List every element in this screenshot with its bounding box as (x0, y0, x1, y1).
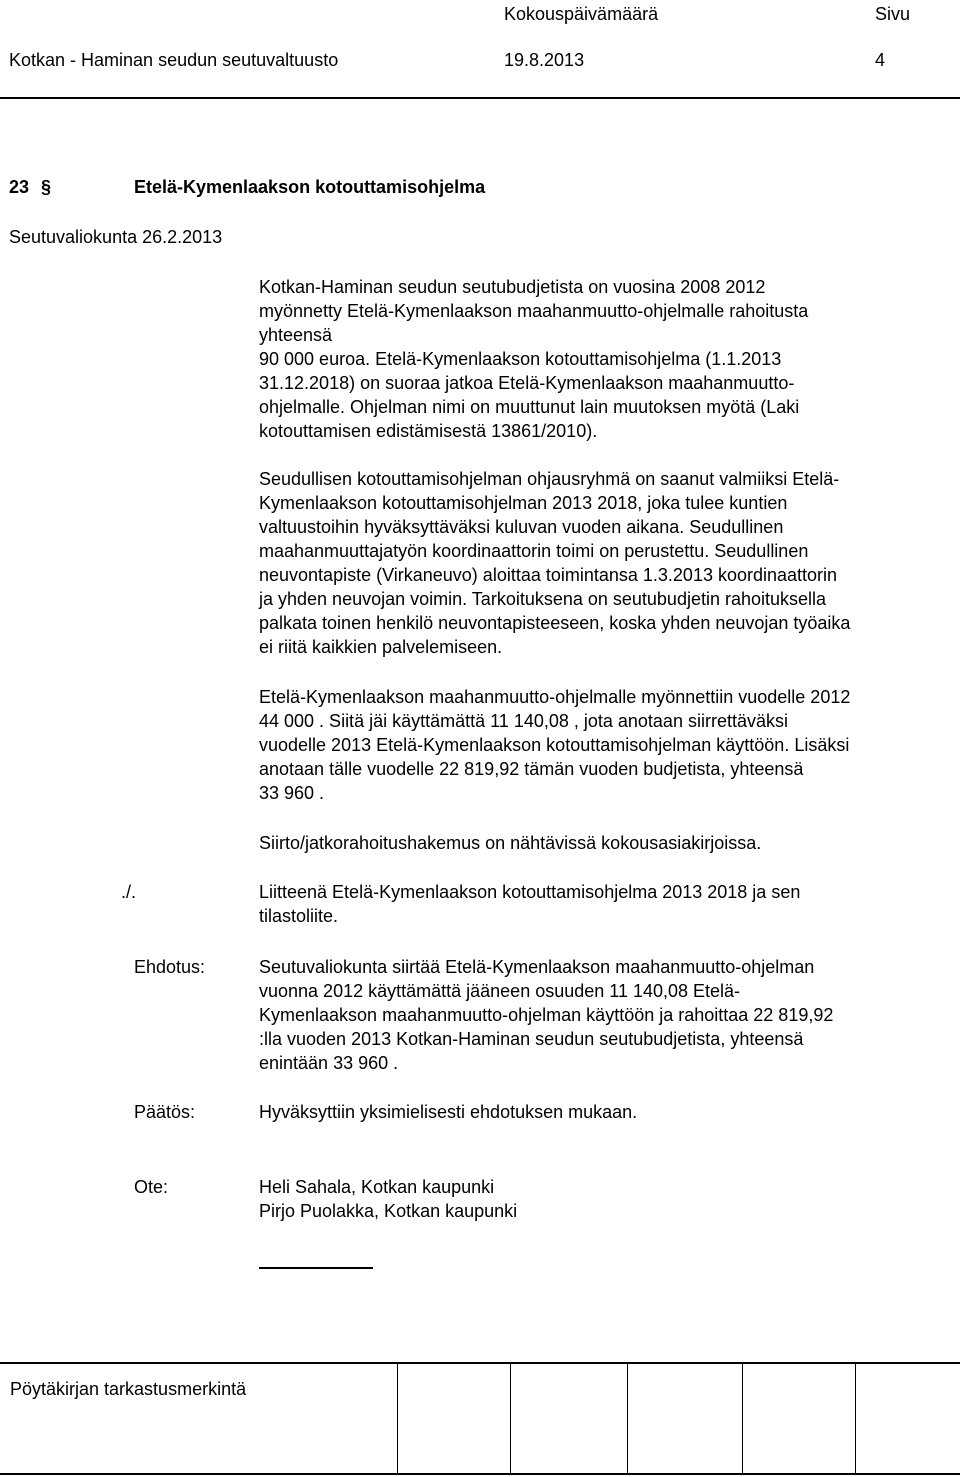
copy-recipients (259, 1175, 959, 1223)
footer-column-divider (855, 1362, 856, 1474)
footer-column-divider (510, 1362, 511, 1474)
paragraph-line: 33 960 . (259, 783, 325, 803)
decision-text: Hyväksyttiin yksimielisesti ehdotuksen mukaan. (259, 1102, 638, 1122)
paragraph-line: ohjelmalle. Ohjelman nimi on muuttunut lain muutoksen myötä (Laki (259, 397, 800, 417)
copy-recipient: Heli Sahala, Kotkan kaupunki (259, 1177, 495, 1197)
footer-label: Pöytäkirjan tarkastusmerkintä (10, 1379, 247, 1399)
paragraph-line: ja yhden neuvojan voimin. Tarkoituksena on seutubudjetin rahoituksella (259, 589, 827, 609)
attachment-line: Liitteenä Etelä-Kymenlaakson kotouttamisohjelma 2013 2018 ja sen (259, 882, 801, 902)
paragraph-line: ei riitä kaikkien palvelemiseen. (259, 637, 503, 657)
footer-column-divider (742, 1362, 743, 1474)
proposal-text (259, 955, 959, 1075)
header-page-label: Sivu (875, 4, 911, 24)
paragraph-3 (259, 685, 959, 805)
copy-label: Ote: (134, 1177, 169, 1197)
item-title: Etelä-Kymenlaakson kotouttamisohjelma (134, 177, 486, 197)
paragraph-line: 44 000 . Siitä jäi käyttämättä 11 140,08 , jota anotaan siirrettäväksi (259, 711, 788, 731)
header-date-label: Kokouspäivämäärä (504, 4, 659, 24)
paragraph-line: Kymenlaakson kotouttamisohjelman 2013 2018, joka tulee kuntien (259, 493, 788, 513)
paragraph-line: kotouttamisen edistämisestä 13861/2010). (259, 421, 598, 441)
item-number: 23 (9, 177, 30, 197)
attachment-line: tilastoliite. (259, 906, 339, 926)
paragraph-line: vuodelle 2013 Etelä-Kymenlaakson kotouttamisohjelman käyttöön. Lisäksi (259, 735, 850, 755)
attachment-text (259, 880, 959, 928)
proposal-line: enintään 33 960 . (259, 1053, 399, 1073)
signature-line (259, 1267, 373, 1269)
proposal-line: :lla vuoden 2013 Kotkan-Haminan seudun seutubudjetista, yhteensä (259, 1029, 804, 1049)
paragraph-line: Siirto/jatkorahoitushakemus on nähtävissä kokousasiakirjoissa. (259, 833, 762, 853)
header-organization: Kotkan - Haminan seudun seutuvaltuusto (9, 50, 339, 70)
paragraph-line: anotaan tälle vuodelle 22 819,92 tämän vuoden budjetista, yhteensä (259, 759, 804, 779)
paragraph-2 (259, 467, 959, 659)
header-page-number: 4 (875, 50, 886, 70)
proposal-line: vuonna 2012 käyttämättä jääneen osuuden 11 140,08 Etelä- (259, 981, 741, 1001)
header-divider (0, 97, 960, 99)
paragraph-line: yhteensä (259, 325, 333, 345)
proposal-line: Kymenlaakson maahanmuutto-ohjelman käyttöön ja rahoittaa 22 819,92 (259, 1005, 834, 1025)
footer-top-rule (0, 1362, 960, 1364)
paragraph-line: myönnetty Etelä-Kymenlaakson maahanmuutto-ohjelmalle rahoitusta (259, 301, 809, 321)
paragraph-line: Seudullisen kotouttamisohjelman ohjausryhmä on saanut valmiiksi Etelä- (259, 469, 840, 489)
proposal-label: Ehdotus: (134, 957, 206, 977)
attachment-marker: ./. (121, 882, 137, 902)
paragraph-line: Etelä-Kymenlaakson maahanmuutto-ohjelmalle myönnettiin vuodelle 2012 (259, 687, 851, 707)
paragraph-line: palkata toinen henkilö neuvontapisteeseen, koska yhden neuvojan työaika (259, 613, 851, 633)
paragraph-4 (259, 831, 959, 855)
section-sign: § (41, 177, 52, 197)
footer-column-divider (397, 1362, 398, 1474)
header-date: 19.8.2013 (504, 50, 585, 70)
decision-label: Päätös: (134, 1102, 196, 1122)
footer-bottom-rule (0, 1473, 960, 1475)
preparer-line: Seutuvaliokunta 26.2.2013 (9, 227, 223, 247)
paragraph-line: 31.12.2018) on suoraa jatkoa Etelä-Kymenlaakson maahanmuutto- (259, 373, 795, 393)
paragraph-1 (259, 275, 959, 443)
proposal-line: Seutuvaliokunta siirtää Etelä-Kymenlaakson maahanmuutto-ohjelman (259, 957, 815, 977)
paragraph-line: valtuustoihin hyväksyttäväksi kuluvan vuoden aikana. Seudullinen (259, 517, 784, 537)
paragraph-line: 90 000 euroa. Etelä-Kymenlaakson kotouttamisohjelma (1.1.2013 (259, 349, 782, 369)
paragraph-line: maahanmuuttajatyön koordinaattorin toimi on perustettu. Seudullinen (259, 541, 809, 561)
copy-recipient: Pirjo Puolakka, Kotkan kaupunki (259, 1201, 518, 1221)
paragraph-line: neuvontapiste (Virkaneuvo) aloittaa toimintansa 1.3.2013 koordinaattorin (259, 565, 838, 585)
paragraph-line: Kotkan-Haminan seudun seutubudjetista on vuosina 2008 2012 (259, 277, 766, 297)
footer-column-divider (627, 1362, 628, 1474)
